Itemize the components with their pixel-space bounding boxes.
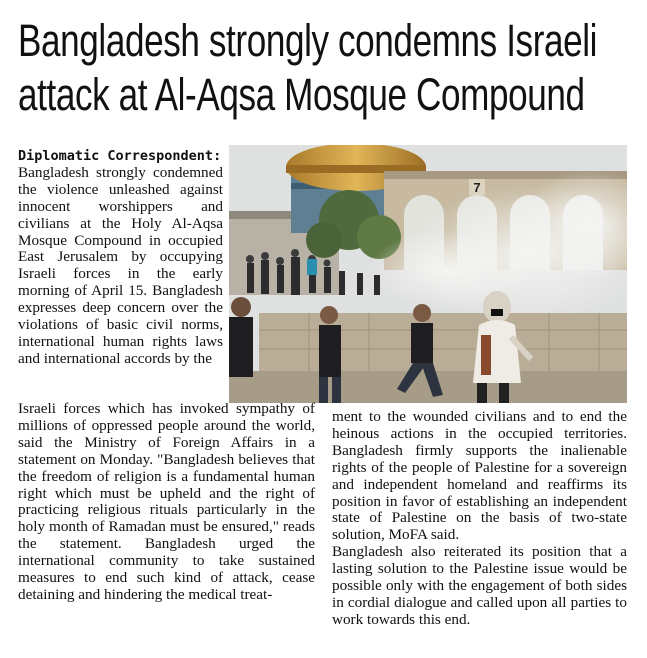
body-col1-bottom: Israeli forces which has invoked sympathy of millions of oppressed people around the world, said the Ministry of Foreign Affairs in a statement on Monday. "Bangladesh believes that the freedom of religion is a fundamental human right which must be upheld and the right of practicing religious rituals particularly in the holy month of Ramadan must be ensured," reads the statement. Bangladesh urged the international community to take sustained measures to end such kind of attack, cease detaining and hindering the medical treat-	[18, 400, 315, 603]
headline	[18, 14, 598, 122]
arch-number: 7	[473, 180, 481, 195]
headline-line-2: attack at Al-Aqsa Mosque Compound	[18, 69, 585, 120]
body-col1-top: Bangladesh strongly condemned the violence unleashed against innocent worshippers and civilians at the Holy Al-Aqsa Mosque Compound in occupied East Jerusalem by occupying Israeli forces in the early morning of April 15. Bangladesh expresses deep concern over the violations of basic civil norms, international human rights laws and international accords by the	[18, 163, 223, 367]
column-1-bottom	[18, 401, 315, 604]
headline-line-1: Bangladesh strongly condemns Israeli	[18, 15, 598, 66]
byline: Diplomatic Correspondent:	[18, 148, 222, 164]
body-col2-paragraph-1: ment to the wounded civilians and to end the heinous actions in the occupied territories. Bangladesh firmly supports the inalienable rights of the people of Palestine for a sovereign and independent homeland and reaffirms its position in favor of establishing an independent state of Palestine on the basis of two-state solution, MoFA said.	[332, 408, 627, 544]
column-1-top	[18, 148, 223, 368]
body-col2-paragraph-2: Bangladesh also reiterated its position that a lasting solution to the Palestine issue would be possible only with the engagement of both sides in cordial dialogue and called upon all parties to work towards this end.	[332, 543, 627, 628]
news-photo	[229, 145, 627, 403]
column-2	[332, 409, 627, 629]
mosque-clash-photo	[229, 145, 627, 403]
